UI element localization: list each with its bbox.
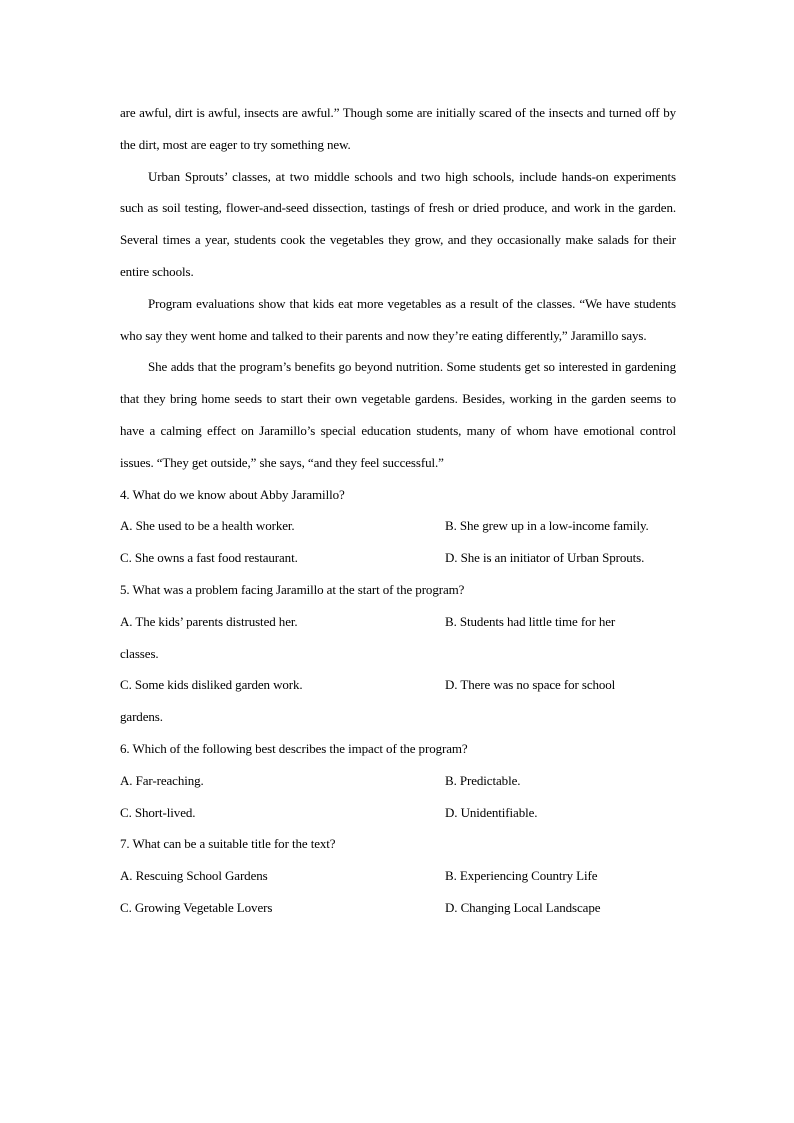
option-a: A. She used to be a health worker.: [120, 518, 295, 534]
option-b-continuation: classes.: [120, 645, 159, 661]
question-7: [120, 828, 676, 923]
option-d: D. Unidentifiable.: [445, 804, 538, 820]
option-a: A. Far-reaching.: [120, 772, 204, 788]
option-c: C. Short-lived.: [120, 804, 196, 820]
passage-paragraph-0: are awful, dirt is awful, insects are awful.” Though some are initially scared of the insects and turned off by the dirt, most are eager to try something new.: [120, 105, 676, 152]
passage-paragraph-1: Urban Sprouts’ classes, at two middle schools and two high schools, include hands-on experiments such as soil testing, flower-and-seed dissection, tastings of fresh or dried produce, and work in the garden. Several times a year, students cook the vegetables they grow, and they occasionally make salads for their entire schools.: [120, 168, 676, 279]
question-6: [120, 733, 676, 828]
question-stem: 4. What do we know about Abby Jaramillo?: [120, 486, 345, 502]
option-a: A. Rescuing School Gardens: [120, 868, 268, 884]
question-5: [120, 574, 676, 733]
question-options: [120, 765, 676, 829]
passage-paragraph-3: She adds that the program’s benefits go beyond nutrition. Some students get so interested in gardening that they bring home seeds to start their own vegetable gardens. Besides, working in the garden seems to have a calming effect on Jaramillo’s special education students, many of whom have emotional control issues. “They get outside,” she says, “and they feel successful.”: [120, 359, 676, 470]
option-c: C. Some kids disliked garden work.: [120, 677, 303, 693]
document-body: [120, 97, 676, 924]
option-d: D. There was no space for school: [445, 677, 616, 693]
option-d: D. Changing Local Landscape: [445, 899, 601, 915]
passage-paragraph-2: Program evaluations show that kids eat more vegetables as a result of the classes. “We have students who say they went home and talked to their parents and now they’re eating differently,” Jaramillo says.: [120, 295, 676, 343]
question-stem: 5. What was a problem facing Jaramillo at the start of the program?: [120, 581, 465, 597]
option-b: B. Experiencing Country Life: [445, 868, 598, 884]
question-stem: 6. Which of the following best describes the impact of the program?: [120, 740, 468, 756]
option-c: C. She owns a fast food restaurant.: [120, 550, 298, 566]
option-b: B. Students had little time for her: [445, 613, 616, 629]
question-4: [120, 479, 676, 574]
option-a: A. The kids’ parents distrusted her.: [120, 613, 298, 629]
option-b: B. She grew up in a low-income family.: [445, 518, 649, 534]
question-options: [120, 860, 676, 924]
option-c: C. Growing Vegetable Lovers: [120, 899, 273, 915]
option-d-continuation: gardens.: [120, 709, 163, 725]
question-options: [120, 606, 676, 733]
question-stem: 7. What can be a suitable title for the text?: [120, 836, 336, 852]
question-options: [120, 510, 676, 574]
option-b: B. Predictable.: [445, 772, 521, 788]
option-d: D. She is an initiator of Urban Sprouts.: [445, 550, 645, 566]
